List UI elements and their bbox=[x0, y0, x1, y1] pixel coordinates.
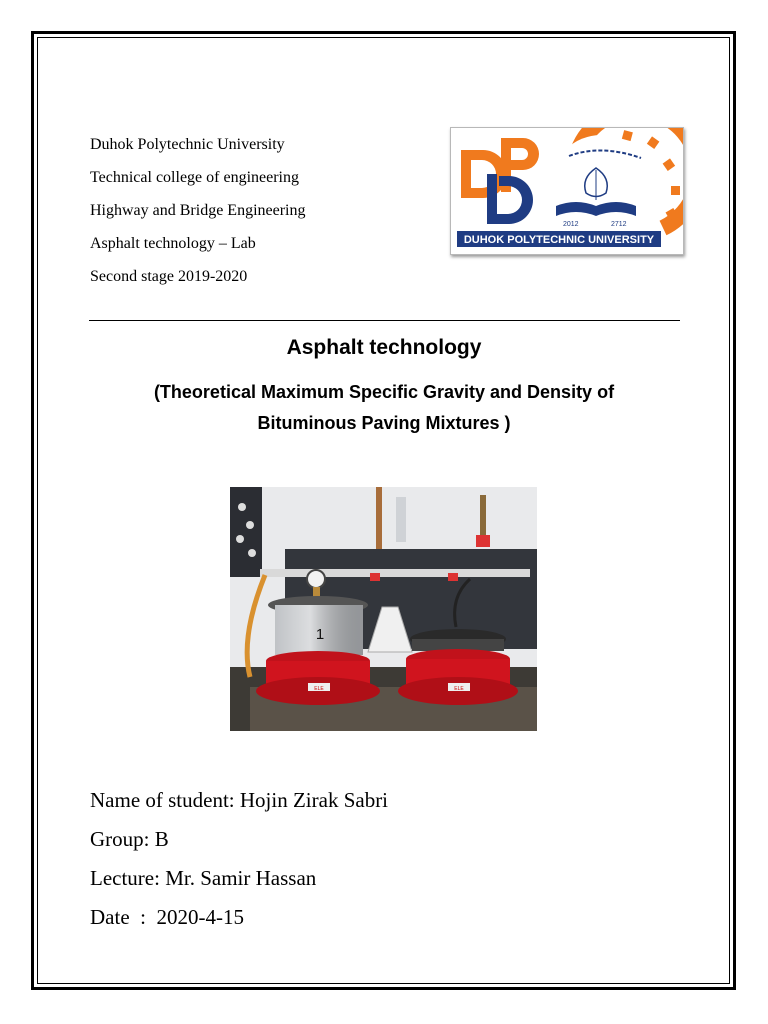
logo-year-left: 2012 bbox=[563, 221, 579, 228]
horizontal-divider bbox=[89, 320, 680, 321]
submission-date: Date : 2020-4-15 bbox=[90, 905, 244, 929]
department-name: Highway and Bridge Engineering bbox=[90, 202, 306, 219]
university-name: Duhok Polytechnic University bbox=[90, 136, 285, 153]
student-group: Group: B bbox=[90, 827, 169, 851]
college-name: Technical college of engineering bbox=[90, 169, 299, 186]
lecturer-name: Lecture: Mr. Samir Hassan bbox=[90, 866, 317, 890]
subtitle-line-2: Bituminous Paving Mixtures ) bbox=[257, 413, 511, 433]
lab-equipment-photo bbox=[230, 487, 537, 731]
brand-label-left: ELE bbox=[314, 686, 324, 692]
student-name: Name of student: Hojin Zirak Sabri bbox=[90, 788, 389, 812]
university-logo bbox=[450, 127, 684, 255]
logo-name-text: DUHOK POLYTECHNIC UNIVERSITY bbox=[463, 234, 655, 246]
student-info bbox=[90, 781, 388, 937]
logo-year-right: 2712 bbox=[611, 221, 627, 228]
stage-year: Second stage 2019-2020 bbox=[90, 268, 248, 285]
document-title: Asphalt technology bbox=[286, 336, 482, 359]
subtitle-line-1: (Theoretical Maximum Specific Gravity and Density of bbox=[153, 382, 615, 402]
document-subtitle bbox=[0, 377, 768, 439]
course-name: Asphalt technology – Lab bbox=[90, 235, 256, 252]
brand-label-right: ELE bbox=[454, 686, 464, 692]
institution-header bbox=[90, 128, 306, 293]
vessel-number-label: 1 bbox=[315, 626, 325, 643]
